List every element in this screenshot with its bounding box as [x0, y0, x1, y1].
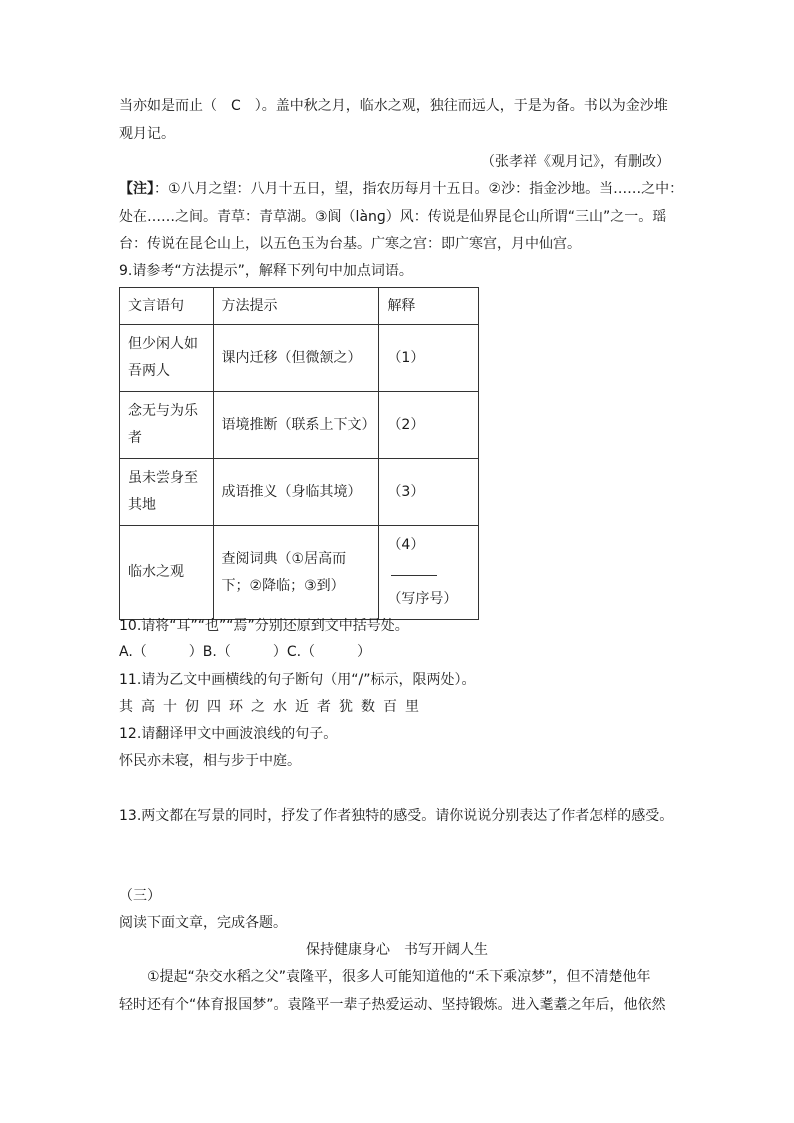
cell-answer[interactable]: （3） — [379, 459, 479, 526]
article-paragraph-line-2: 轻时还有个“体育报国梦”。袁隆平一辈子热爱运动、坚持锻炼。进入耄耋之年后，他依然 — [119, 997, 666, 1013]
table-row — [120, 526, 479, 620]
header-answer: 解释 — [379, 288, 479, 325]
question-12-sentence: 怀民亦未寝，相与步于中庭。 — [119, 753, 301, 769]
answer-note: （写序号） — [387, 591, 458, 607]
cell-sentence: 念无与为乐者 — [120, 392, 214, 459]
article-paragraph-line-1: ①提起“杂交水稻之父”袁隆平，很多人可能知道他的“禾下乘凉梦”，但不清楚他年 — [119, 969, 651, 985]
question-10-options[interactable]: A.（ ）B.（ ）C.（ ） — [119, 644, 372, 660]
passage-line-2: 观月记。 — [119, 126, 175, 142]
note-label: 【注】 — [119, 181, 154, 197]
cell-method: 课内迁移（但微颔之） — [213, 325, 379, 392]
article-title: 保持健康身心 书写开阔人生 — [306, 942, 488, 958]
table-row — [120, 459, 479, 526]
table-row — [120, 325, 479, 392]
table-row — [120, 392, 479, 459]
answer-table — [119, 287, 479, 620]
question-13-stem: 13.两文都在写景的同时，抒发了作者独特的感受。请你说说分别表达了作者怎样的感受。 — [119, 808, 674, 824]
header-method: 方法提示 — [213, 288, 379, 325]
question-12-stem: 12.请翻译甲文中画波浪线的句子。 — [119, 726, 338, 742]
source-citation: （张孝祥《观月记》，有删改） — [481, 154, 670, 170]
question-11-stem: 11.请为乙文中画横线的句子断句（用“/”标示，限两处）。 — [119, 672, 476, 688]
note-line-2: 处在……之间。青草：青草湖。③阆（lànɡ）风：传说是仙界昆仑山所谓“三山”之一。瑶 — [119, 209, 667, 225]
answer-blank[interactable] — [391, 561, 437, 576]
section-3-instruction: 阅读下面文章，完成各题。 — [119, 915, 287, 931]
header-sentence: 文言语句 — [120, 288, 214, 325]
passage-line-1: 当亦如是而止（ C ）。盖中秋之月，临水之观，独往而远人，于是为备。书以为金沙堆 — [119, 98, 668, 114]
section-3-heading: （三） — [119, 888, 161, 904]
cell-answer[interactable]: （1） — [379, 325, 479, 392]
cell-sentence: 临水之观 — [120, 526, 214, 620]
note-line-1 — [119, 179, 683, 199]
note-text-1: ：①八月之望：八月十五日，望，指农历每月十五日。②沙：指金沙地。当……之中： — [154, 181, 684, 197]
cell-answer[interactable] — [379, 526, 479, 620]
question-9-stem: 9.请参考“方法提示”，解释下列句中加点词语。 — [119, 263, 413, 279]
cell-answer[interactable]: （2） — [379, 392, 479, 459]
cell-method: 成语推义（身临其境） — [213, 459, 379, 526]
table-header-row — [120, 288, 479, 325]
cell-sentence: 但少闲人如吾两人 — [120, 325, 214, 392]
cell-sentence: 虽未尝身至其地 — [120, 459, 214, 526]
answer-number: （4） — [387, 537, 425, 553]
cell-method: 语境推断（联系上下文） — [213, 392, 379, 459]
note-line-3: 台：传说在昆仑山上，以五色玉为台基。广寒之宫：即广寒宫，月中仙宫。 — [119, 236, 581, 252]
cell-method: 查阅词典（①居高而下；②降临；③到） — [213, 526, 379, 620]
question-10-stem: 10.请将“耳”“也”“焉”分别还原到文中括号处。 — [119, 618, 409, 634]
question-11-sentence: 其高十仞四环之水近者犹数百里 — [119, 699, 427, 715]
